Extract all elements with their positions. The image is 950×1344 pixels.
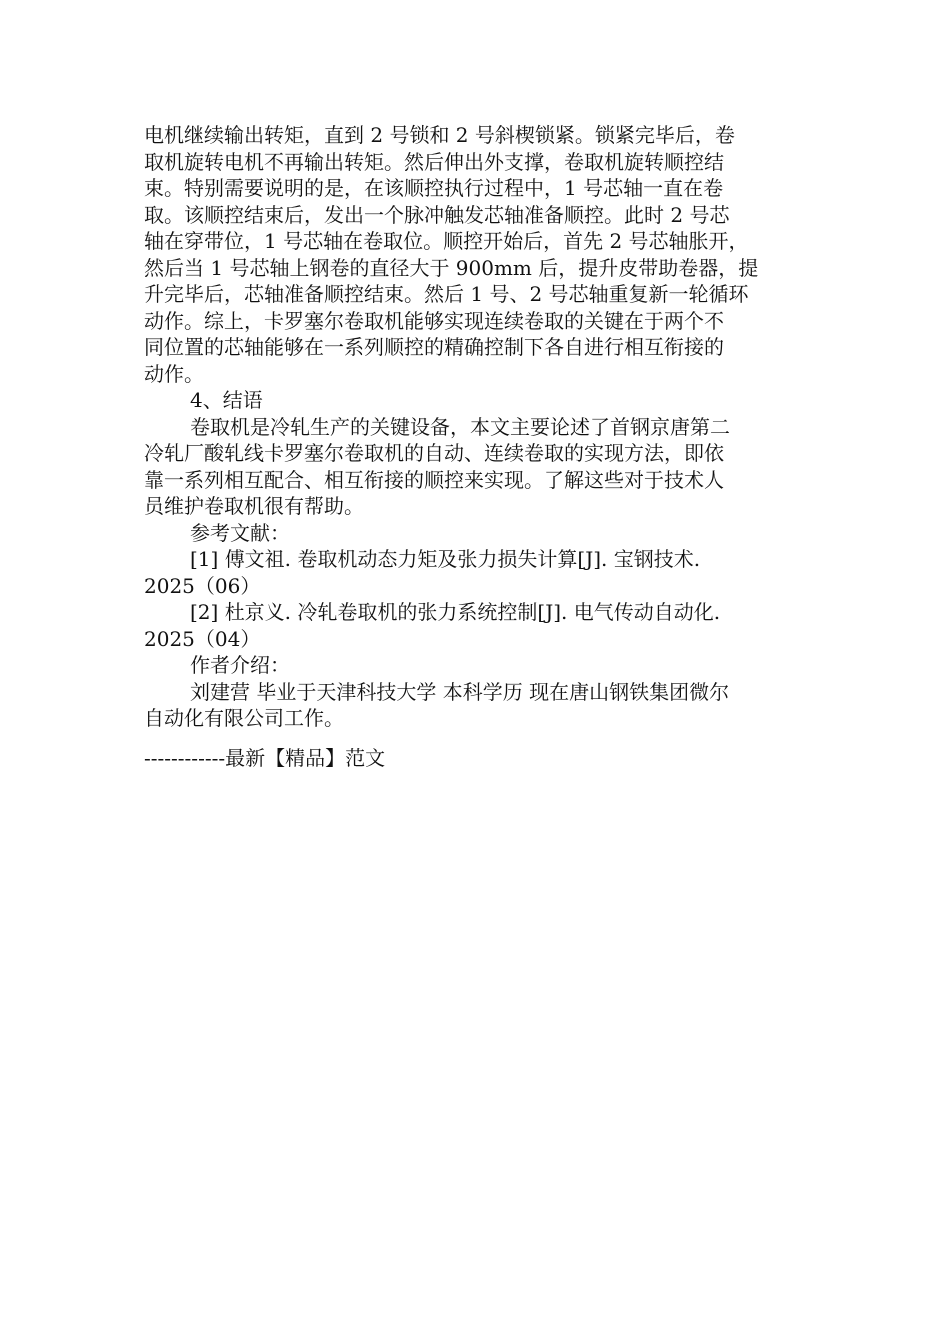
text-line: 然后当 1 号芯轴上钢卷的直径大于 900mm 后，提升皮带助卷器，提 [144, 255, 759, 280]
text-line: 自动化有限公司工作。 [144, 706, 344, 730]
text-line: 轴在穿带位，1 号芯轴在卷取位。顺控开始后，首先 2 号芯轴胀开， [144, 229, 749, 253]
reference-item-2 [144, 599, 814, 652]
text-line: [2] 杜京义. 冷轧卷取机的张力系统控制[J]. 电气传动自动化. [190, 600, 721, 624]
text-line: 2025（04） [144, 626, 261, 651]
document-body [144, 122, 814, 732]
section-heading-conclusion: 4、结语 [190, 388, 263, 412]
footer-text: ------------最新【精品】范文 [144, 746, 386, 770]
author-bio [144, 679, 814, 732]
text-line: 升完毕后，芯轴准备顺控结束。然后 1 号、2 号芯轴重复新一轮循环 [144, 282, 749, 306]
text-line: 卷取机是冷轧生产的关键设备，本文主要论述了首钢京唐第二 [190, 414, 730, 439]
text-line: 取。该顺控结束后，发出一个脉冲触发芯轴准备顺控。此时 2 号芯 [144, 202, 730, 227]
paragraph-process [144, 122, 814, 387]
text-line: 冷轧厂酸轧线卡罗塞尔卷取机的自动、连续卷取的实现方法，即依 [144, 441, 724, 465]
text-line: 员维护卷取机很有帮助。 [144, 494, 364, 518]
paragraph-conclusion [144, 414, 814, 520]
author-heading: 作者介绍： [190, 653, 290, 677]
text-line: 动作。 [144, 361, 204, 386]
text-line: [1] 傅文祖. 卷取机动态力矩及张力损失计算[J]. 宝钢技术. [190, 547, 701, 571]
text-line: 2025（06） [144, 573, 261, 598]
text-line: 靠一系列相互配合、相互衔接的顺控来实现。了解这些对于技术人 [144, 467, 724, 492]
text-line: 束。特别需要说明的是，在该顺控执行过程中，1 号芯轴一直在卷 [144, 176, 724, 200]
reference-item-1 [144, 546, 814, 599]
text-line: 刘建营 毕业于天津科技大学 本科学历 现在唐山钢铁集团微尔 [190, 679, 730, 704]
text-line: 取机旋转电机不再输出转矩。然后伸出外支撑，卷取机旋转顺控结 [144, 149, 724, 174]
text-line: 电机继续输出转矩，直到 2 号锁和 2 号斜楔锁紧。锁紧完毕后，卷 [144, 123, 735, 147]
text-line: 动作。综上，卡罗塞尔卷取机能够实现连续卷取的关键在于两个不 [144, 308, 724, 333]
references-heading: 参考文献： [190, 520, 290, 545]
text-line: 同位置的芯轴能够在一系列顺控的精确控制下各自进行相互衔接的 [144, 335, 724, 359]
